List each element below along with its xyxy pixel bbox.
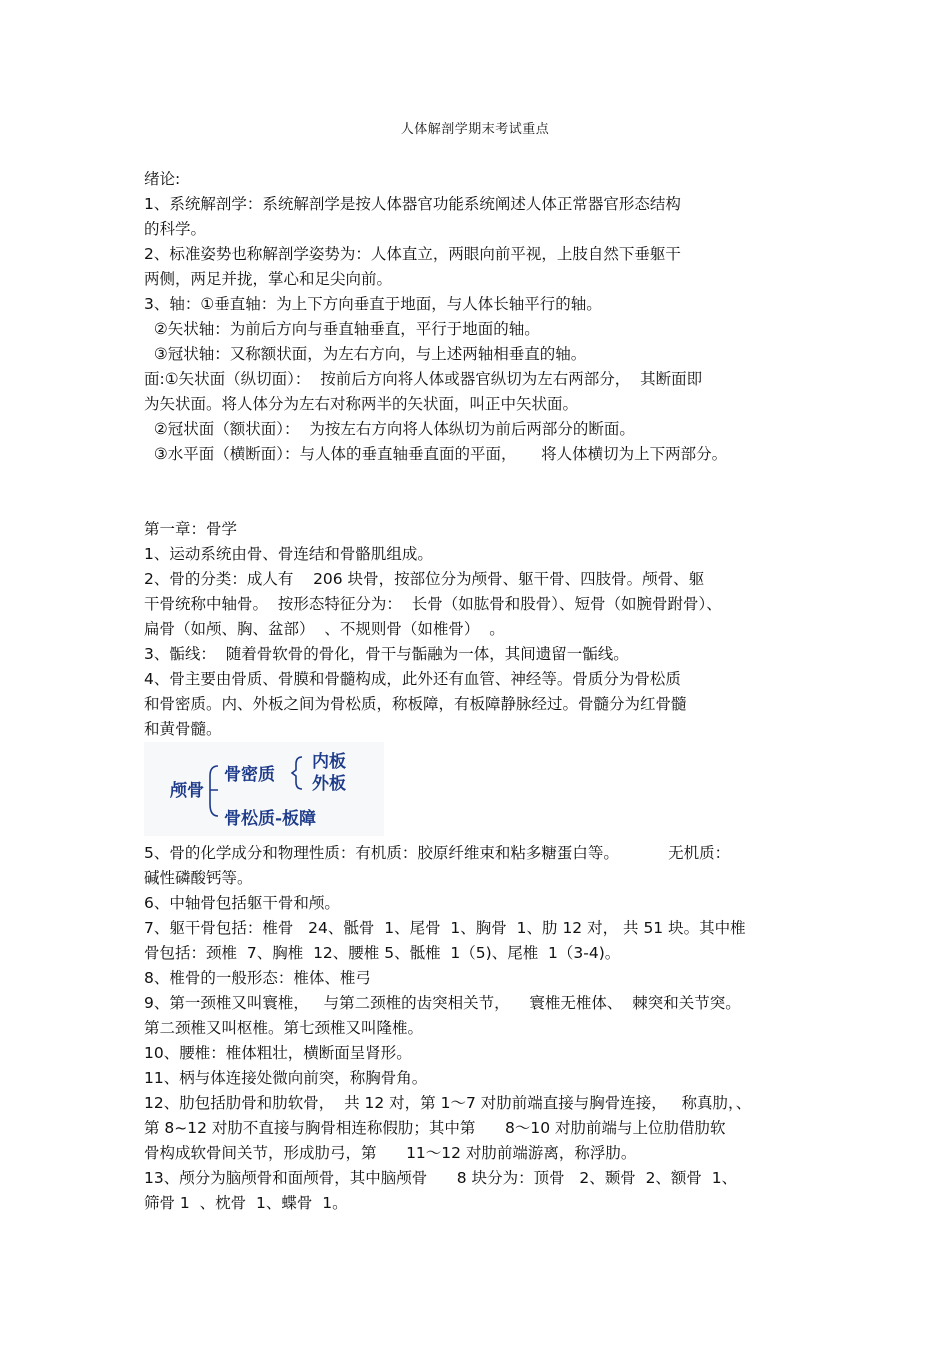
text-line: 5、骨的化学成分和物理性质：有机质：胶原纤维束和粘多糖蛋白等。 无机质： <box>144 844 731 862</box>
text-line: 碱性磷酸钙等。 <box>144 869 253 887</box>
text-line: 扁骨（如颅、胸、盆部） 、不规则骨（如椎骨） 。 <box>144 620 505 638</box>
text-line: 12、肋包括肋骨和肋软骨， 共 12 对，第 1～7 对肋前端直接与胸骨连接， 称真肋，、 <box>144 1094 752 1112</box>
skull-bone-structure-diagram <box>144 742 384 836</box>
text-line: 9、第一颈椎又叫寰椎， 与第二颈椎的齿突相关节， 寰椎无椎体、 棘突和关节突。 <box>144 994 741 1012</box>
text-line: 和骨密质。内、外板之间为骨松质，称板障，有板障静脉经过。骨髓分为红骨髓 <box>144 695 687 713</box>
text-line: 面:①矢状面（纵切面）： 按前后方向将人体或器官纵切为左右两部分， 其断面即 <box>144 370 703 388</box>
text-line: 10、腰椎：椎体粗壮，横断面呈肾形。 <box>144 1044 412 1062</box>
text-line: 11、柄与体连接处微向前突，称胸骨角。 <box>144 1069 428 1087</box>
text-line: 1、系统解剖学：系统解剖学是按人体器官功能系统阐述人体正常器官形态结构 <box>144 195 681 213</box>
text-line: ②冠状面（额状面）： 为按左右方向将人体纵切为前后两部分的断面。 <box>144 420 635 438</box>
text-line: 2、标准姿势也称解剖学姿势为：人体直立，两眼向前平视，上肢自然下垂躯干 <box>144 245 681 263</box>
text-line: ③水平面（横断面）：与人体的垂直轴垂直面的平面， 将人体横切为上下两部分。 <box>144 445 728 463</box>
document-title: 人体解剖学期末考试重点 <box>400 122 550 137</box>
text-line: 第一章：骨学 <box>144 520 238 538</box>
text-line: 3、骺线： 随着骨软骨的骨化，骨干与骺融为一体，其间遗留一骺线。 <box>144 645 629 663</box>
text-line: 为矢状面。将人体分为左右对称两半的矢状面，叫正中矢状面。 <box>144 395 579 413</box>
text-line: 骨包括：颈椎 7、胸椎 12、腰椎 5、骶椎 1（5)、尾椎 1（3-4)。 <box>144 944 621 962</box>
text-line: 干骨统称中轴骨。 按形态特征分为： 长骨（如肱骨和股骨）、短骨（如腕骨跗骨）、 <box>144 595 722 613</box>
text-line: 3、轴：①垂直轴：为上下方向垂直于地面，与人体长轴平行的轴。 <box>144 295 602 313</box>
text-line: 6、中轴骨包括躯干骨和颅。 <box>144 894 340 912</box>
text-line: 绪论: <box>144 170 181 188</box>
diagram-compact-bone-label: 骨密质 <box>224 765 275 785</box>
diagram-inner-plate-label: 内板 <box>312 752 346 772</box>
text-line: 8、椎骨的一般形态：椎体、椎弓 <box>144 969 371 987</box>
text-line: ②矢状轴：为前后方向与垂直轴垂直，平行于地面的轴。 <box>144 320 540 338</box>
text-line: 和黄骨髓。 <box>144 720 222 738</box>
text-line: 第 8~12 对肋不直接与胸骨相连称假肋；其中第 8～10 对肋前端与上位肋借肋软 <box>144 1119 726 1137</box>
text-line: ③冠状轴：又称额状面，为左右方向，与上述两轴相垂直的轴。 <box>144 345 587 363</box>
diagram-root-label: 颅骨 <box>170 781 204 801</box>
text-line: 7、躯干骨包括：椎骨 24、骶骨 1、尾骨 1、胸骨 1、肋 12 对， 共 51 块。其中椎 <box>144 919 746 937</box>
text-line: 骨构成软骨间关节，形成肋弓，第 11～12 对肋前端游离，称浮肋。 <box>144 1144 637 1162</box>
text-line: 4、骨主要由骨质、骨膜和骨髓构成，此外还有血管、神经等。骨质分为骨松质 <box>144 670 681 688</box>
text-line: 筛骨 1 、枕骨 1、蝶骨 1。 <box>144 1194 348 1212</box>
text-line: 第二颈椎又叫枢椎。第七颈椎又叫隆椎。 <box>144 1019 424 1037</box>
text-line: 13、颅分为脑颅骨和面颅骨，其中脑颅骨 8 块分为：顶骨 2、颞骨 2、额骨 1、 <box>144 1169 738 1187</box>
text-line: 2、骨的分类：成人有 206 块骨，按部位分为颅骨、躯干骨、四肢骨。颅骨、躯 <box>144 570 705 588</box>
diagram-outer-plate-label: 外板 <box>312 774 346 794</box>
text-line: 的科学。 <box>144 220 207 238</box>
diagram-spongy-bone-label: 骨松质-板障 <box>224 809 317 829</box>
text-line: 1、运动系统由骨、骨连结和骨骼肌组成。 <box>144 545 433 563</box>
text-line: 两侧，两足并拢，掌心和足尖向前。 <box>144 270 393 288</box>
